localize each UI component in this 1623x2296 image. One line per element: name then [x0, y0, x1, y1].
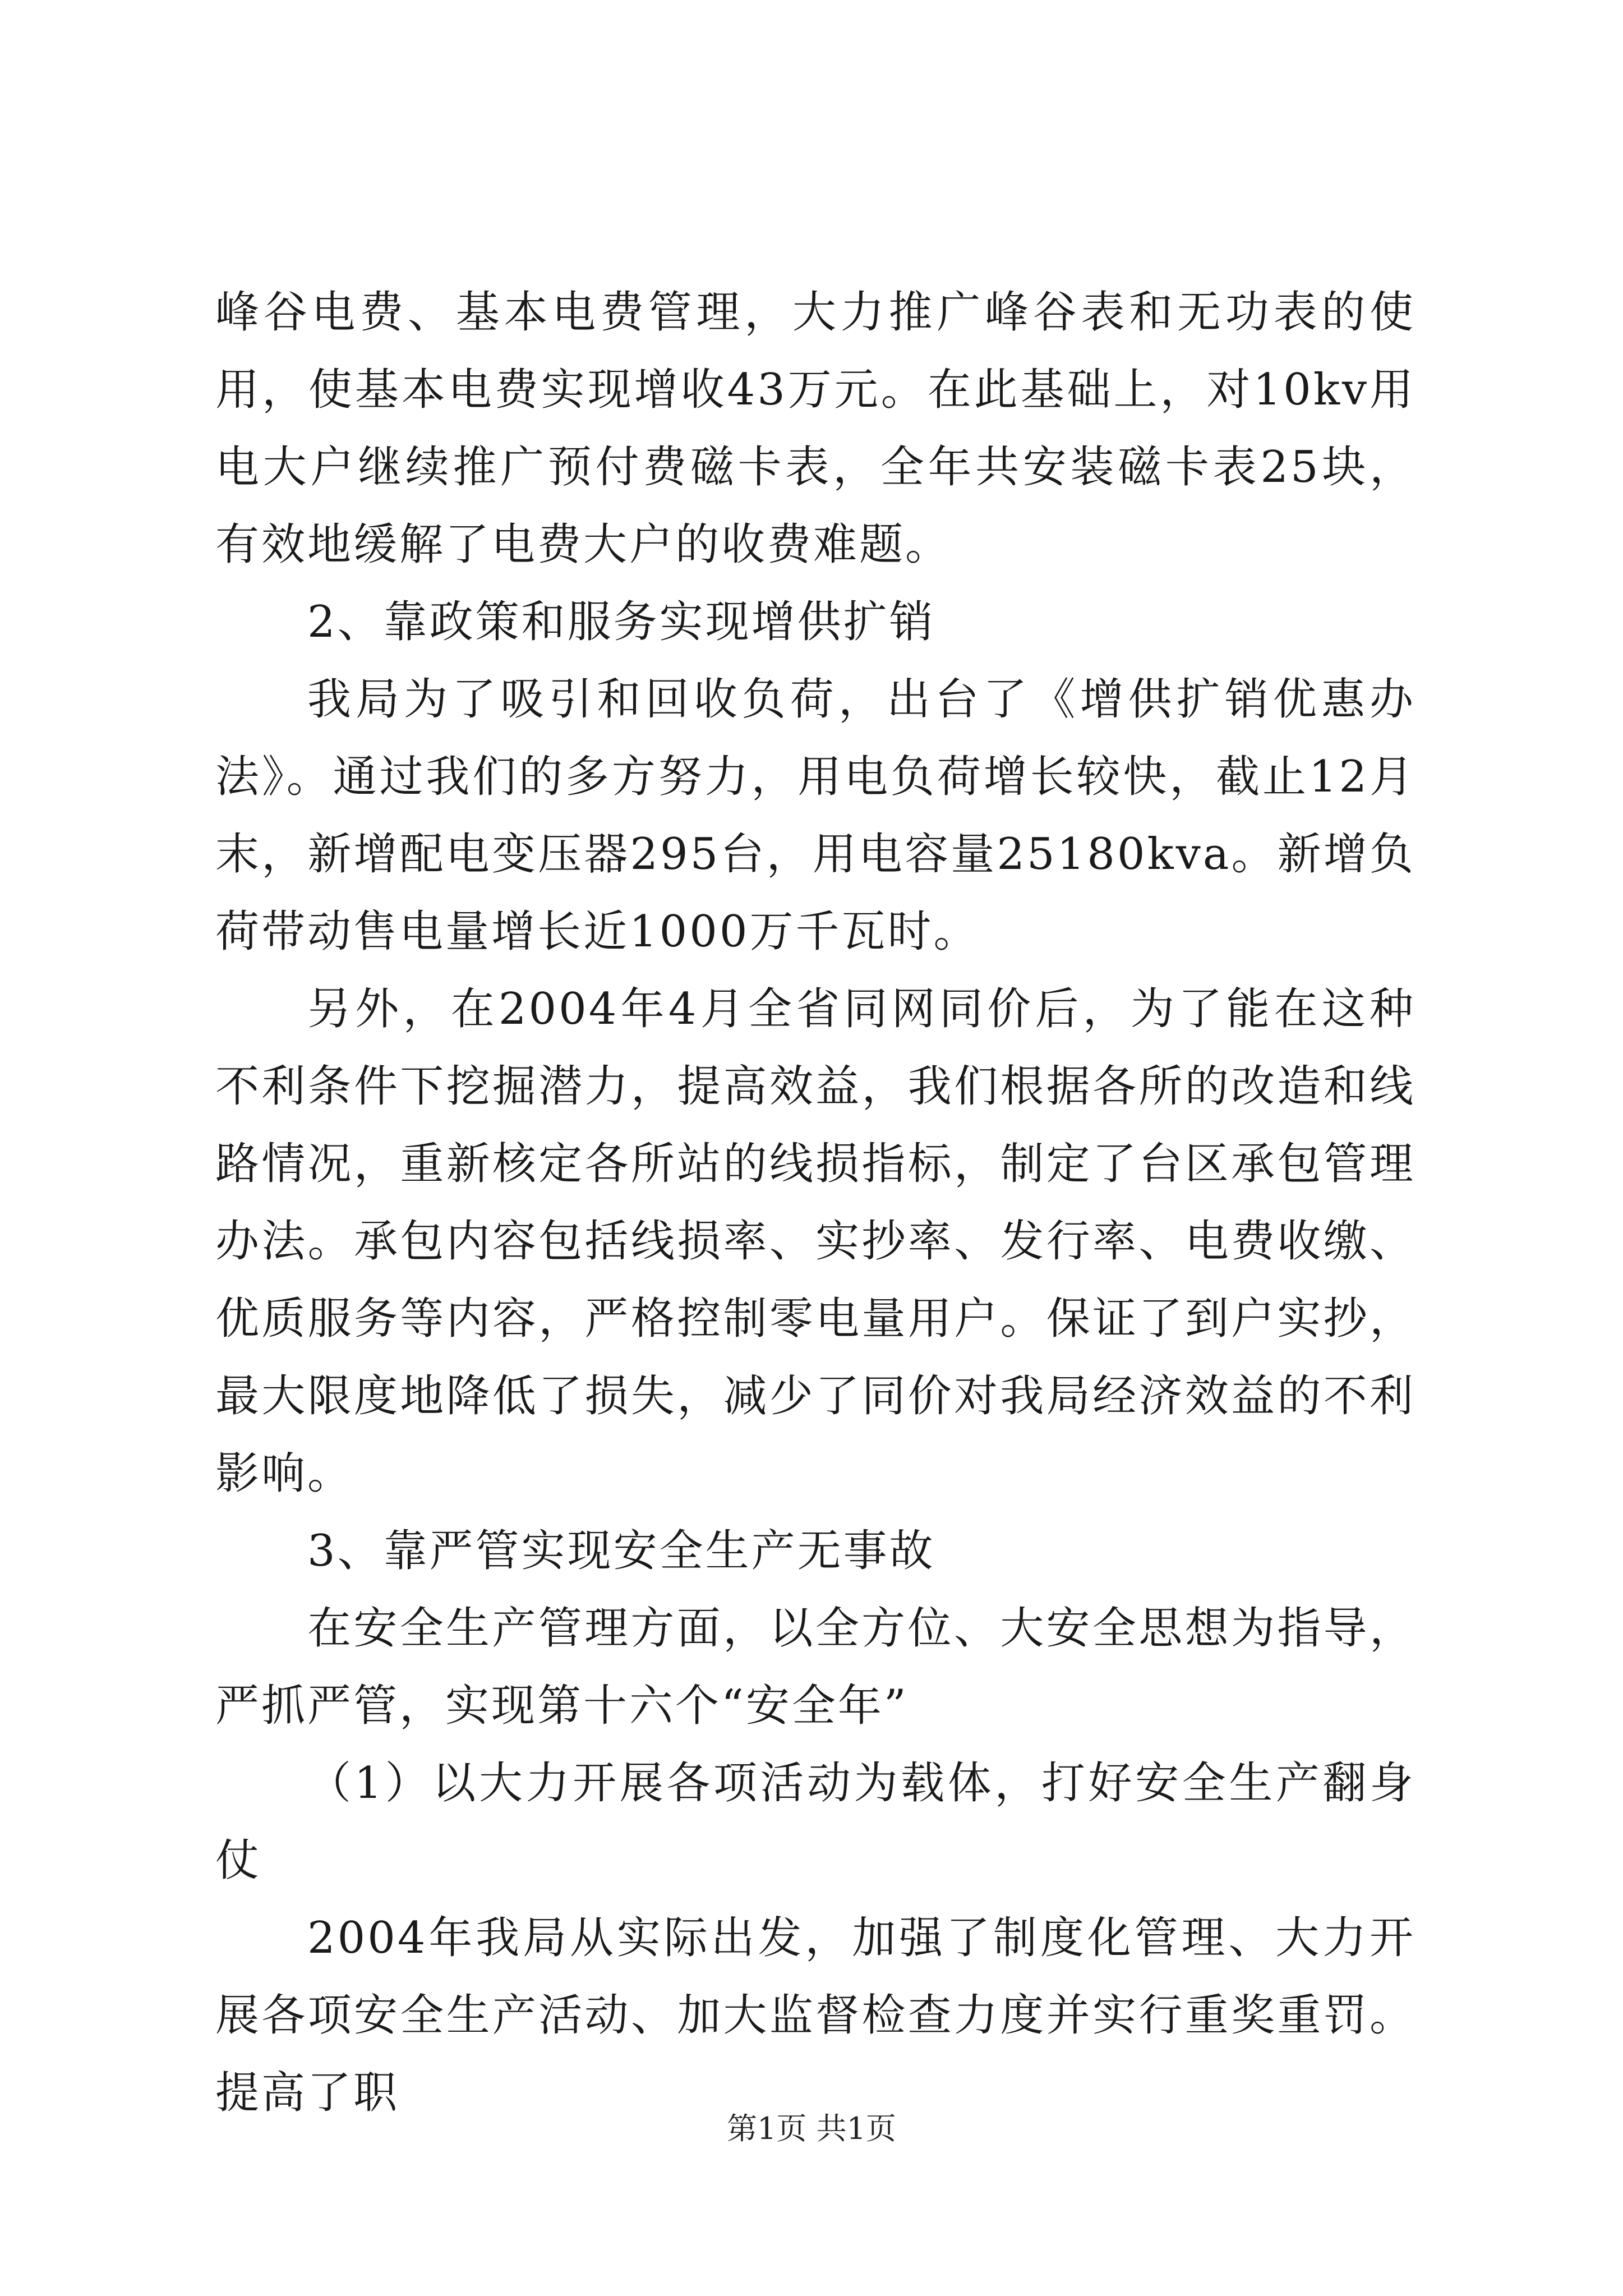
document-body: [215, 274, 1415, 2132]
page-footer: 第1页 共1页: [727, 2111, 896, 2146]
paragraph-3: 我局为了吸引和回收负荷，出台了《增供扩销优惠办法》。通过我们的多方努力，用电负荷增长较快，截止12月末，新增配电变压器295台，用电容量25180kva。新增负荷带动售电量增长近1000万千瓦时。: [215, 674, 1415, 957]
paragraph-1: 峰谷电费、基本电费管理，大力推广峰谷表和无功表的使用，使基本电费实现增收43万元。在此基础上，对10kv用电大户继续推广预付费磁卡表，全年共安装磁卡表25块，有效地缓解了电费大户的收费难题。: [215, 287, 1415, 570]
subsection-heading-1: （1）以大力开展各项活动为载体，打好安全生产翻身仗: [215, 1758, 1415, 1886]
paragraph-6: 在安全生产管理方面，以全方位、大安全思想为指导，严抓严管，实现第十六个“安全年”: [215, 1603, 1415, 1731]
section-heading-3: 3、靠严管实现安全生产无事故: [307, 1526, 935, 1576]
paragraph-8: 2004年我局从实际出发，加强了制度化管理、大力开展各项安全生产活动、加大监督检查力度并实行重奖重罚。提高了职: [215, 1913, 1415, 2118]
section-heading-2: 2、靠政策和服务实现增供扩销: [307, 597, 935, 647]
paragraph-4: 另外，在2004年4月全省同网同价后，为了能在这种不利条件下挖掘潜力，提高效益，我们根据各所的改造和线路情况，重新核定各所站的线损指标，制定了台区承包管理办法。承包内容包括线损率、实抄率、发行率、电费收缴、优质服务等内容，严格控制零电量用户。保证了到户实抄，最大限度地降低了损失，减少了同价对我局经济效益的不利影响。: [215, 984, 1415, 1499]
